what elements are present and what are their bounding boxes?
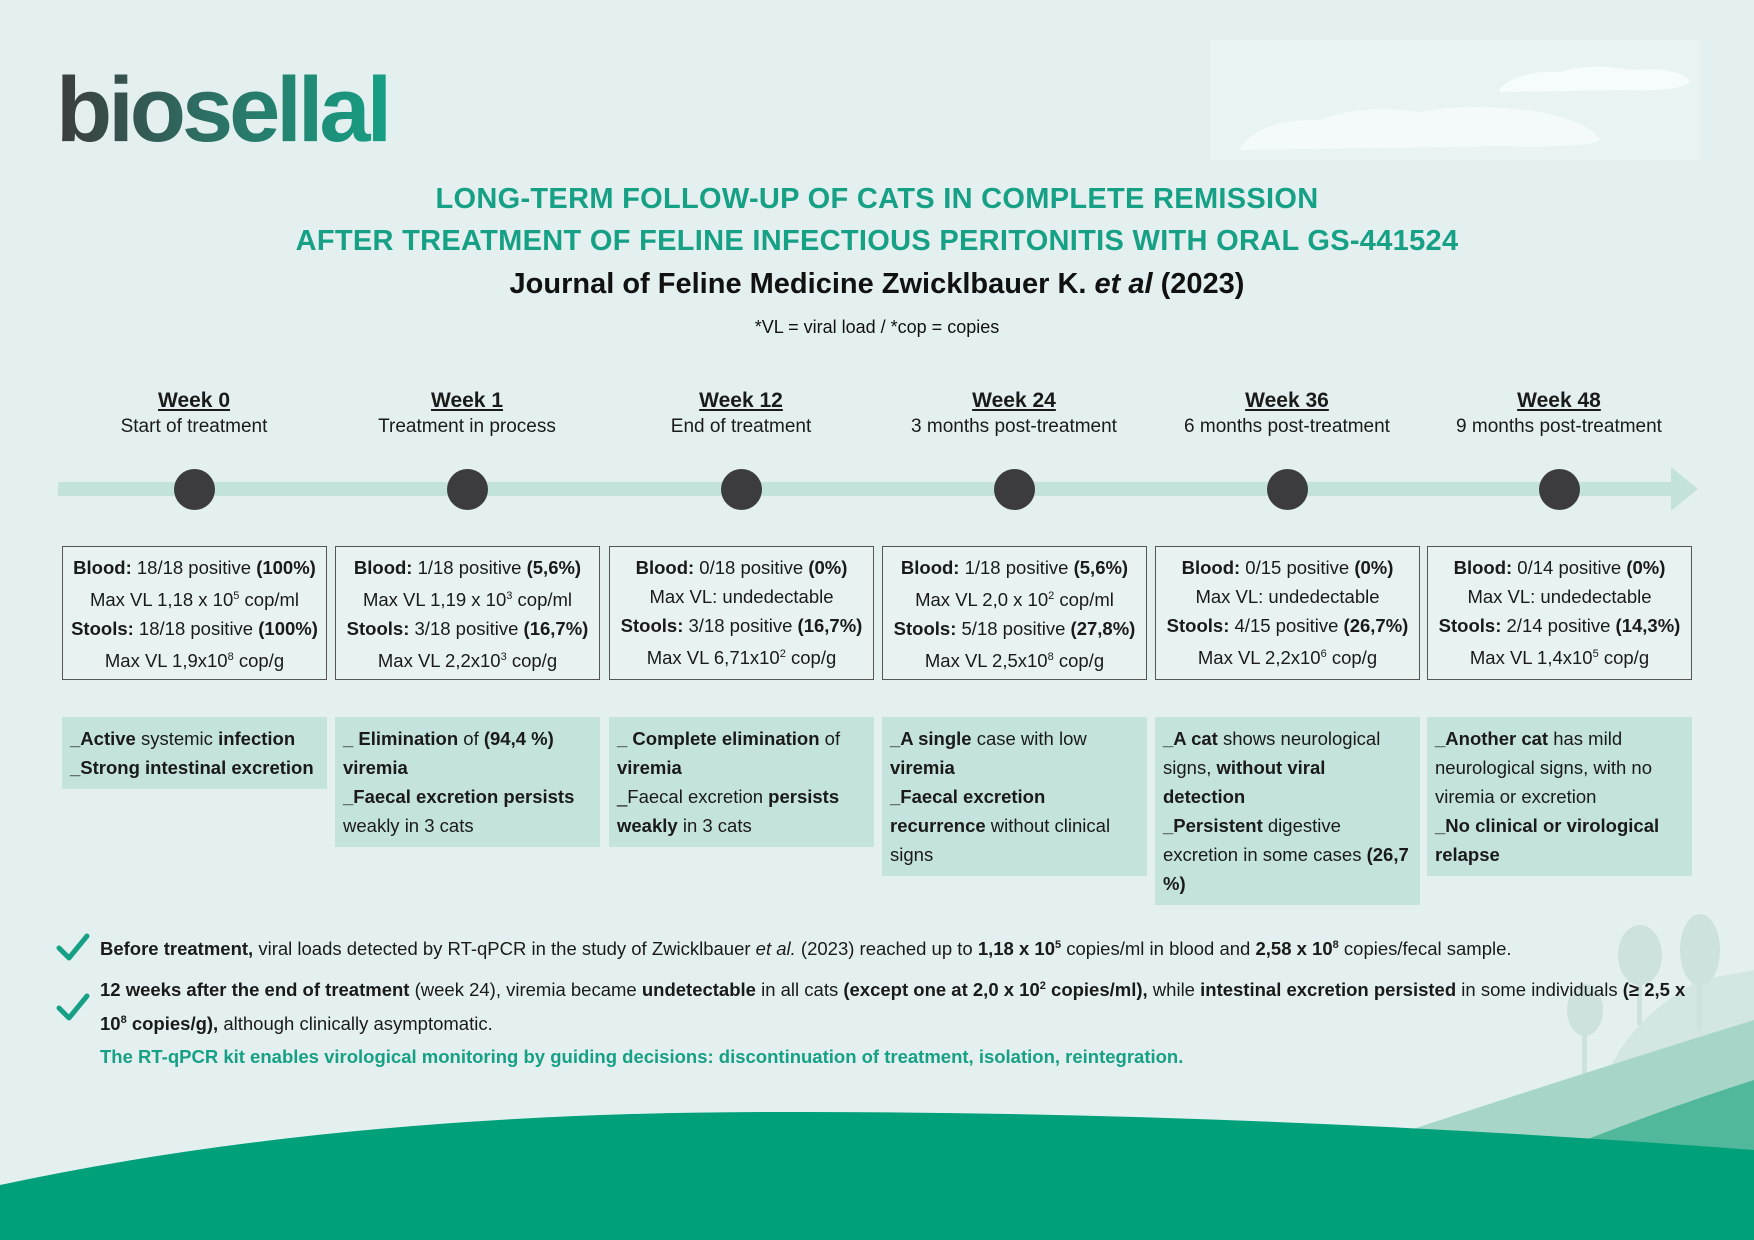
stools-vl-unit: cop/g <box>785 647 837 668</box>
bullet-1: Before treatment, viral loads detected by RT-qPCR in the study of Zwicklbauer et al. (2023) reached up to 1,18 x $10^5$ copies/ml in blood and 2,58 x $10^8$ copies/fecal sample. <box>100 938 1512 959</box>
blood-percent: (0%) <box>1354 557 1394 578</box>
blood-vl-unit: cop/ml <box>1054 589 1114 610</box>
week-header <box>1155 388 1419 440</box>
dot-icon <box>447 469 488 510</box>
interpretation-note: _ Elimination of (94,4 %) viremia _Faecal excretion persists weakly in 3 cats <box>335 717 600 847</box>
stats-box <box>1155 546 1420 680</box>
week-subtitle: Treatment in process <box>378 416 556 437</box>
blood-line <box>1156 553 1419 582</box>
footnote: *VL = viral load / *cop = copies <box>754 317 1000 337</box>
stats-box <box>335 546 600 680</box>
stools-vl-exponent: 8 <box>1047 651 1054 663</box>
blood-vl-text: Max VL 1,18 x 10 <box>89 589 234 610</box>
blood-line <box>1428 553 1691 582</box>
stools-vl-text: Max VL 1,9x10 <box>104 650 228 671</box>
closing-statement: The RT-qPCR kit enables virological monitoring by guiding decisions: discontinuation of treatment, isolation, reintegration. <box>100 1046 1184 1067</box>
blood-value: 0/18 positive <box>694 557 809 578</box>
blood-vl-text: Max VL: undedectable <box>1195 586 1380 607</box>
stools-label: Stools: <box>893 618 957 639</box>
stools-max-vl <box>63 643 326 675</box>
stools-value: 2/14 positive <box>1501 615 1616 636</box>
stools-vl-text: Max VL 2,2x10 <box>377 650 501 671</box>
stools-vl-text: Max VL 2,5x10 <box>924 650 1048 671</box>
citation-prefix: Journal of Feline Medicine Zwicklbauer K. <box>509 268 1087 300</box>
title-block <box>0 178 1754 344</box>
blood-percent: (0%) <box>808 557 848 578</box>
week-header <box>882 388 1146 440</box>
blood-vl-text: Max VL 1,19 x 10 <box>362 589 507 610</box>
blood-value: 0/15 positive <box>1240 557 1355 578</box>
dot-icon <box>174 469 215 510</box>
week-subtitle: Start of treatment <box>120 416 268 437</box>
blood-vl-text: Max VL: undedectable <box>1467 586 1652 607</box>
blood-vl-unit: cop/ml <box>239 589 300 610</box>
stools-label: Stools: <box>620 615 684 636</box>
blood-line <box>610 553 873 582</box>
stools-max-vl <box>336 643 599 675</box>
stools-percent: (16,7%) <box>523 618 589 639</box>
blood-vl-text: Max VL 2,0 x 10 <box>915 589 1049 610</box>
blood-max-vl <box>883 582 1146 614</box>
blood-value: 0/14 positive <box>1512 557 1627 578</box>
stools-percent: (26,7%) <box>1343 615 1409 636</box>
biosellal-logo <box>56 55 396 175</box>
stools-vl-exponent: 6 <box>1320 648 1327 660</box>
bullet-2: 12 weeks after the end of treatment (week 24), viremia became undetectable in all cats (except one at 2,0 x $10^2$ copies/ml), while intestinal excretion persisted in some individuals (≥ 2,5 x $10^8$ copies/g), although clinically asymptomatic. <box>100 979 1686 1034</box>
blood-vl-text: Max VL: undedectable <box>649 586 834 607</box>
week-subtitle: 3 months post-treatment <box>911 416 1117 437</box>
stools-value: 4/15 positive <box>1229 615 1344 636</box>
stools-line <box>336 614 599 643</box>
blood-vl-exponent: 5 <box>233 590 240 602</box>
dot-icon <box>994 469 1035 510</box>
title-line-2: AFTER TREATMENT OF FELINE INFECTIOUS PERITONITIS WITH ORAL GS-441524 <box>295 225 1459 257</box>
stools-label: Stools: <box>1166 615 1230 636</box>
stools-line <box>1428 611 1691 640</box>
timeline-line <box>58 482 1688 496</box>
dot-icon <box>1539 469 1580 510</box>
stools-line <box>1156 611 1419 640</box>
week-header <box>1427 388 1691 440</box>
blood-label: Blood: <box>73 557 132 578</box>
stools-label: Stools: <box>1438 615 1502 636</box>
dot-icon <box>1267 469 1308 510</box>
week-subtitle: 6 months post-treatment <box>1184 416 1390 437</box>
interpretation-note: _ Complete elimination of viremia _Faecal excretion persists weakly in 3 cats <box>609 717 874 847</box>
week-label: Week 48 <box>1517 389 1601 412</box>
check-icon <box>56 930 90 964</box>
citation <box>0 262 1754 306</box>
stools-vl-text: Max VL 2,2x10 <box>1197 647 1321 668</box>
arrow-icon <box>1671 467 1698 511</box>
blood-percent: (100%) <box>256 557 316 578</box>
blood-value: 1/18 positive <box>412 557 527 578</box>
blood-max-vl <box>336 582 599 614</box>
interpretation-note: _Another cat has mild neurological signs, with no viremia or excretion _No clinical or virological relapse <box>1427 717 1692 876</box>
stools-value: 3/18 positive <box>683 615 798 636</box>
citation-italic: et al <box>1094 268 1153 300</box>
stats-box <box>1427 546 1692 680</box>
stools-vl-exponent: 8 <box>227 651 234 663</box>
stools-vl-unit: cop/g <box>1326 647 1378 668</box>
blood-value: 1/18 positive <box>959 557 1074 578</box>
week-header <box>335 388 599 440</box>
title-line-1: LONG-TERM FOLLOW-UP OF CATS IN COMPLETE REMISSION <box>435 183 1319 215</box>
sky-decoration <box>1210 40 1700 160</box>
blood-max-vl <box>1428 582 1691 611</box>
stools-vl-text: Max VL 1,4x10 <box>1469 647 1593 668</box>
stools-vl-unit: cop/g <box>1598 647 1650 668</box>
stats-box <box>882 546 1147 680</box>
week-subtitle: 9 months post-treatment <box>1456 416 1662 437</box>
svg-text:biosellal: biosellal <box>56 59 389 161</box>
blood-label: Blood: <box>353 557 413 578</box>
blood-vl-unit: cop/ml <box>512 589 573 610</box>
citation-suffix: (2023) <box>1160 268 1245 300</box>
stools-label: Stools: <box>71 618 134 639</box>
week-label: Week 1 <box>431 389 503 412</box>
stools-max-vl <box>1428 640 1691 672</box>
interpretation-note: _A single case with low viremia _Faecal excretion recurrence without clinical signs <box>882 717 1147 876</box>
stools-vl-text: Max VL 6,71x10 <box>646 647 780 668</box>
week-header <box>609 388 873 440</box>
blood-line <box>883 553 1146 582</box>
blood-max-vl <box>1156 582 1419 611</box>
blood-label: Blood: <box>900 557 960 578</box>
blood-max-vl <box>610 582 873 611</box>
blood-label: Blood: <box>1181 557 1241 578</box>
blood-percent: (5,6%) <box>1073 557 1129 578</box>
blood-percent: (0%) <box>1626 557 1666 578</box>
stools-percent: (16,7%) <box>797 615 863 636</box>
blood-percent: (5,6%) <box>526 557 582 578</box>
stools-max-vl <box>610 640 873 672</box>
stools-value: 3/18 positive <box>409 618 524 639</box>
stools-vl-exponent: 5 <box>1592 648 1599 660</box>
week-header <box>62 388 326 440</box>
stools-vl-unit: cop/g <box>233 650 285 671</box>
blood-label: Blood: <box>635 557 695 578</box>
stools-vl-exponent: 2 <box>779 648 786 660</box>
blood-label: Blood: <box>1453 557 1513 578</box>
stools-label: Stools: <box>346 618 410 639</box>
blood-line <box>63 553 326 582</box>
stools-line <box>883 614 1146 643</box>
stools-vl-exponent: 3 <box>500 651 507 663</box>
stools-max-vl <box>883 643 1146 675</box>
blood-vl-exponent: 3 <box>506 590 513 602</box>
interpretation-note: _Active systemic infection _Strong intestinal excretion <box>62 717 327 789</box>
blood-vl-exponent: 2 <box>1048 590 1055 602</box>
interpretation-note: _A cat shows neurological signs, without viral detection _Persistent digestive excretion in some cases (26,7 %) <box>1155 717 1420 905</box>
blood-value: 18/18 positive <box>131 557 257 578</box>
stools-percent: (100%) <box>258 618 318 639</box>
stools-percent: (27,8%) <box>1070 618 1136 639</box>
week-label: Week 36 <box>1245 389 1329 412</box>
week-subtitle: End of treatment <box>670 416 812 437</box>
stats-box <box>62 546 327 680</box>
stools-vl-unit: cop/g <box>506 650 558 671</box>
blood-max-vl <box>63 582 326 614</box>
week-label: Week 12 <box>699 389 783 412</box>
stools-line <box>63 614 326 643</box>
check-icon <box>56 990 90 1024</box>
week-label: Week 0 <box>158 389 230 412</box>
stools-max-vl <box>1156 640 1419 672</box>
stools-value: 5/18 positive <box>956 618 1071 639</box>
week-label: Week 24 <box>972 389 1056 412</box>
stools-value: 18/18 positive <box>133 618 259 639</box>
stools-vl-unit: cop/g <box>1053 650 1105 671</box>
dot-icon <box>721 469 762 510</box>
stools-percent: (14,3%) <box>1615 615 1681 636</box>
blood-line <box>336 553 599 582</box>
stools-line <box>610 611 873 640</box>
stats-box <box>609 546 874 680</box>
